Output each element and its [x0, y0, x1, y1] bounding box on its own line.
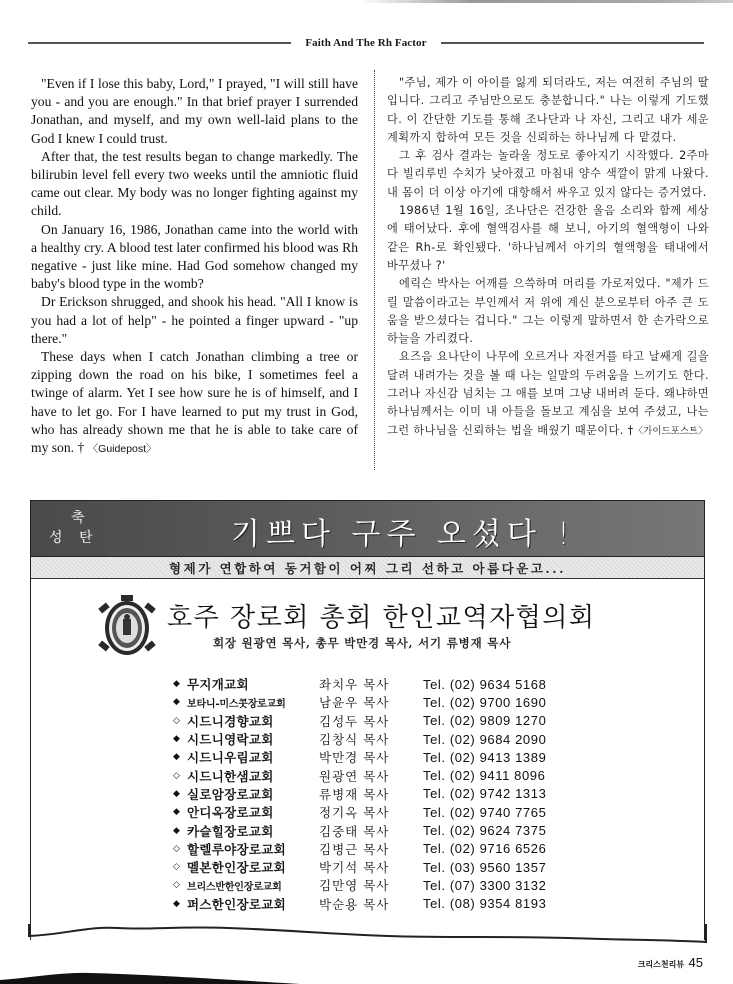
source-credit: 〈가이드포스트〉	[633, 425, 708, 437]
pastor-name: 김만영 목사	[319, 878, 390, 894]
christmas-greeting-ad	[30, 500, 705, 940]
church-phone: Tel. (02) 9809 1270	[423, 713, 547, 729]
diamond-bullet-icon: ◆	[173, 825, 180, 836]
en-paragraph: Dr Erickson shrugged, and shook his head. "All I know is you had a lot of help" - he pointed a finger upward - "up there."	[31, 294, 358, 346]
church-row	[173, 895, 573, 913]
diamond-bullet-icon: ◆	[173, 788, 180, 799]
diamond-bullet-icon: ◇	[173, 880, 180, 891]
diamond-bullet-icon: ◆	[173, 898, 180, 909]
church-row	[173, 693, 573, 711]
church-row	[173, 785, 573, 803]
en-paragraph: After that, the test results began to change markedly. The bilirubin level fell every two weeks until the amniotic fluid came out clear. My body was no longer fighting against my child.	[31, 148, 358, 219]
diamond-bullet-icon: ◆	[173, 679, 180, 690]
diamond-bullet-icon: ◆	[173, 734, 180, 745]
en-paragraph: "Even if I lose this baby, Lord," I prayed, "I will still have you - and you are enough." In that brief prayer I surrended Jonathan, and myself, and my own well-laid plans to the God I knew I could trust.	[31, 76, 358, 146]
church-row	[173, 748, 573, 766]
church-row	[173, 803, 573, 821]
church-phone: Tel. (02) 9742 1313	[423, 786, 547, 802]
pastor-name: 김병근 목사	[319, 841, 390, 857]
pastor-name: 박기석 목사	[319, 860, 390, 876]
church-phone: Tel. (02) 9634 5168	[423, 676, 547, 692]
cross-end-mark-icon: †	[77, 440, 85, 456]
ad-headline: 기쁘다 구주 오셨다 !	[231, 517, 576, 552]
church-row	[173, 840, 573, 858]
organization-block	[97, 595, 657, 661]
church-name: 실로암장로교회	[187, 786, 274, 802]
diamond-bullet-icon: ◆	[173, 807, 180, 818]
scan-edge-shadow	[360, 0, 733, 3]
church-row	[173, 730, 573, 748]
church-name: 카슬힐장로교회	[187, 823, 274, 839]
diamond-bullet-icon: ◆	[173, 752, 180, 763]
ko-paragraph-last	[387, 348, 709, 440]
pastor-name: 남윤우 목사	[319, 695, 390, 711]
season-char: 성	[49, 530, 63, 546]
pastor-name: 류병재 목사	[319, 786, 390, 802]
season-char: 탄	[79, 530, 93, 546]
ko-paragraph-text: 요즈음 요나단이 나무에 오르거나 자전거를 타고 날쌔게 길을 달려 내려가는 것을 볼 때 나는 일말의 두려움을 느끼기도 한다. 그러나 자신감 넘치는 그 애를 보며 그냥 내버려 둔다. 왜냐하면 하나님께서는 이미 내 아들을 돌보고 계심을 보여 주셨고, 나는 그런 하나님을 신뢰하는 법을 배웠기 때문이다.	[387, 350, 709, 437]
en-paragraph-last	[31, 348, 358, 458]
en-paragraph-text: These days when I catch Jonathan climbing a tree or zipping down the road on his bike, I sometimes feel a twinge of alarm. Yet I see how sure he is of himself, and I have to let go. For I have learned to put my trust in God, who has already shown me that he is able to take care of my son.	[31, 349, 358, 456]
en-paragraph: On January 16, 1986, Jonathan came into the world with a healthy cry. A blood test later confirmed his blood was Rh negative - just like mine. Had God somehow changed my baby's blood type in the womb?	[31, 221, 358, 292]
pastor-name: 원광연 목사	[319, 768, 390, 784]
ad-banner	[31, 501, 704, 557]
ad-subheadline-bar	[31, 557, 704, 579]
church-phone: Tel. (08) 9354 8193	[423, 896, 547, 912]
diamond-bullet-icon: ◇	[173, 843, 180, 854]
organization-officers: 회장 원광연 목사, 총무 박만경 목사, 서기 류병재 목사	[213, 636, 512, 650]
page-footer	[638, 954, 703, 972]
church-row	[173, 712, 573, 730]
ko-paragraph: 1986년 1월 16일, 조나단은 건강한 울음 소리와 함께 세상에 태어났다. 후에 혈액검사를 해 보니, 아기의 혈액형이 나와 같은 Rh-로 확인됐다. '하나님께서 아기의 혈액형을 태내에서 바꾸셨나 ?'	[387, 204, 709, 272]
church-phone: Tel. (07) 3300 3132	[423, 877, 547, 893]
ko-paragraph: 에릭슨 박사는 어깨를 으쓱하며 머리를 가로저었다. "제가 드릴 말씀이라고는 부인께서 저 위에 계신 분으로부터 아주 큰 도움을 받으셨다는 겁니다." 그는 이렇게 말하면서 한 손가락으로 하늘을 가리켰다.	[387, 277, 709, 346]
column-divider	[374, 70, 375, 470]
cross-end-mark-icon: †	[627, 423, 634, 437]
organization-name: 호주 장로회 총회 한인교역자협의회	[167, 603, 596, 633]
running-head	[28, 36, 704, 50]
running-title: Faith And The Rh Factor	[305, 37, 427, 49]
pastor-name: 좌치우 목사	[319, 677, 390, 693]
church-phone: Tel. (02) 9700 1690	[423, 694, 547, 710]
torn-paper-edge	[28, 924, 708, 948]
article-english-column	[31, 75, 358, 458]
church-phone: Tel. (02) 9716 6526	[423, 841, 547, 857]
church-name: 할렐루야장로교회	[187, 841, 287, 857]
church-row	[173, 675, 573, 693]
church-name: 시드니우림교회	[187, 750, 274, 766]
pastor-name: 김성두 목사	[319, 713, 390, 729]
diamond-bullet-icon: ◇	[173, 770, 180, 781]
season-char: 축	[71, 510, 85, 526]
church-name: 안디옥장로교회	[187, 805, 274, 821]
diamond-bullet-icon: ◇	[173, 862, 180, 873]
church-row	[173, 766, 573, 784]
ko-paragraph: "주님, 제가 이 아이를 잃게 되더라도, 저는 여전히 주님의 딸입니다. 그리고 주님만으로도 충분합니다." 나는 이렇게 기도했다. 이 간단한 기도를 통해 조나단과 나 자신, 그리고 내가 세운 계획까지 합하여 모든 것을 신뢰하는 하나님께 다 맡겼다.	[387, 76, 709, 144]
church-name: 시드니한샘교회	[187, 768, 274, 784]
church-phone: Tel. (02) 9411 8096	[423, 768, 546, 784]
pastor-name: 김중태 목사	[319, 823, 390, 839]
church-phone: Tel. (02) 9413 1389	[423, 749, 547, 765]
church-phone: Tel. (02) 9740 7765	[423, 804, 547, 820]
church-phone: Tel. (02) 9684 2090	[423, 731, 547, 747]
presbyterian-emblem-icon	[97, 595, 157, 659]
diamond-bullet-icon: ◇	[173, 715, 180, 726]
article-korean-column	[387, 74, 709, 441]
pastor-name: 박순용 목사	[319, 896, 390, 912]
church-name: 보타니-미스콧장로교회	[187, 698, 286, 710]
church-phone: Tel. (03) 9560 1357	[423, 859, 547, 875]
page-number: 45	[688, 955, 703, 970]
church-name: 멜본한인장로교회	[187, 860, 287, 876]
church-name: 퍼스한인장로교회	[187, 896, 287, 912]
church-name: 시드니영락교회	[187, 732, 274, 748]
church-row	[173, 876, 573, 894]
church-name: 시드니경향교회	[187, 713, 274, 729]
header-rule-left	[28, 42, 291, 44]
diamond-bullet-icon: ◆	[173, 697, 180, 708]
header-rule-right	[441, 42, 704, 44]
church-name: 무지개교회	[187, 677, 249, 693]
scan-edge-shadow	[0, 970, 300, 984]
pastor-name: 박만경 목사	[319, 750, 390, 766]
church-row	[173, 821, 573, 839]
source-credit: 〈Guidepost〉	[87, 443, 157, 456]
church-phone: Tel. (02) 9624 7375	[423, 823, 547, 839]
ad-subheadline: 형제가 연합하여 동거함이 어찌 그리 선하고 아름다운고...	[169, 560, 566, 576]
merry-christmas-mark	[49, 505, 109, 553]
church-name: 브리스반한인장로교회	[187, 881, 282, 893]
pastor-name: 김창식 목사	[319, 732, 390, 748]
church-directory	[173, 675, 573, 913]
church-row	[173, 858, 573, 876]
magazine-name: 크리스천리뷰	[637, 960, 685, 969]
pastor-name: 정기옥 목사	[319, 805, 390, 821]
ko-paragraph: 그 후 검사 결과는 놀라울 정도로 좋아지기 시작했다. 2주마다 빌리루빈 수치가 낮아졌고 마침내 양수 색깔이 맑게 나왔다. 내 몸이 더 이상 아기에 대항해서 싸우고 있지 않다는 증거였다.	[387, 149, 709, 199]
